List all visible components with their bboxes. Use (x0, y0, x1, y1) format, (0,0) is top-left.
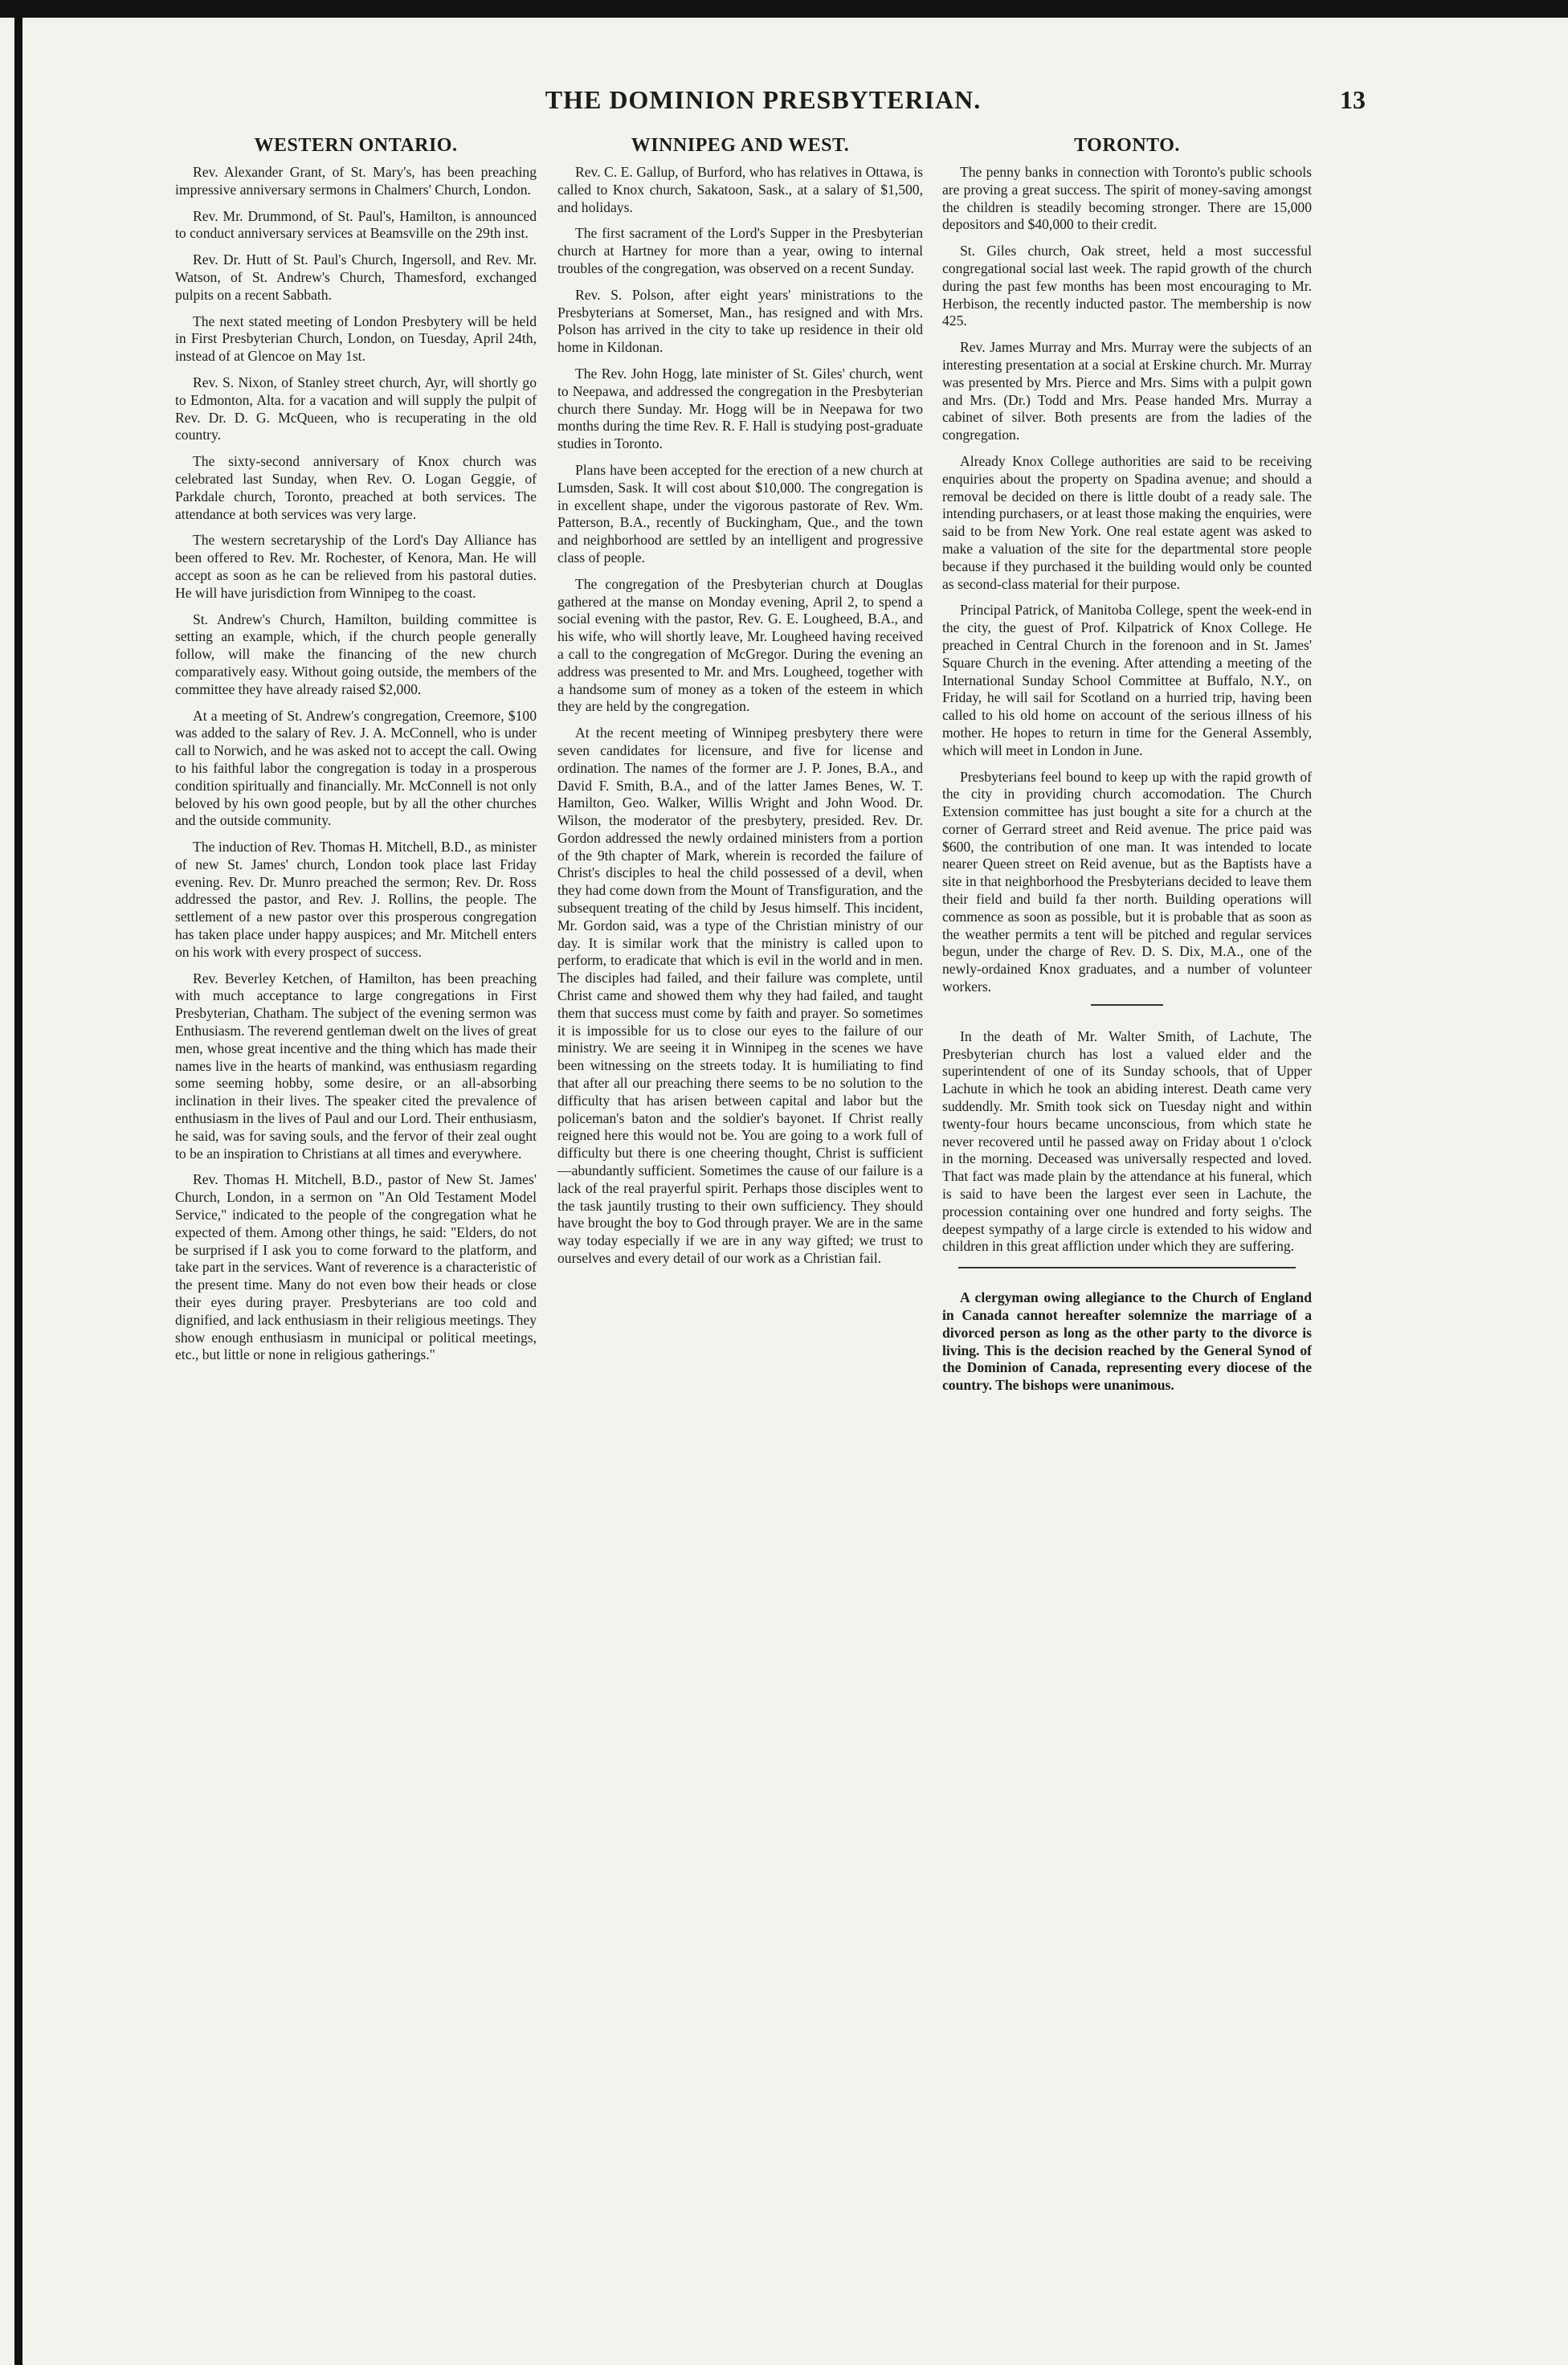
article-paragraph: Rev. Thomas H. Mitchell, B.D., pastor of New St. James' Church, London, in a sermon on "An Old Testament Model Service," indicated to the people of the congregation what he expected of them. Among other things, he said: "Elders, do not be surprised if I ask you to come forward to the platform, and take part in the services. Want of reverence is a characteristic of the present time. Many do not even bow their heads or close their eyes during prayer. Presbyterians are too cold and dignified, and lack enthusiasm in their religious meetings. They show enough enthusiasm in municipal or political meetings, etc., but little or none in religious gatherings." (175, 1171, 537, 1363)
page-header (161, 85, 1366, 120)
section-heading: TORONTO. (1074, 135, 1180, 156)
page-number: 13 (1340, 85, 1366, 114)
article-paragraph: St. Andrew's Church, Hamilton, building committee is setting an example, which, if the church people generally follow, will make the financing of the new church comparatively easy. Without going outside, the members of the committee they have already raised $2,000. (175, 611, 537, 697)
article-paragraph: Rev. Mr. Drummond, of St. Paul's, Hamilton, is announced to conduct anniversary services at Beamsville on the 29th inst. (175, 207, 537, 242)
article-paragraph: Rev. S. Polson, after eight years' ministrations to the Presbyterians at Somerset, Man., has resigned and with Mrs. Polson has arrived in the city to take up residence in their old home in Kildonan. (557, 286, 923, 356)
article-paragraph: Rev. Dr. Hutt of St. Paul's Church, Ingersoll, and Rev. Mr. Watson, of St. Andrew's Church, Thamesford, exchanged pulpits on a recent Sabbath. (175, 251, 537, 303)
column-western-ontario (175, 133, 537, 2254)
article-paragraph: Presbyterians feel bound to keep up with the rapid growth of the city in providing church accomodation. The Church Extension committee has just bought a site for a church at the corner of Gerrard street and Reid avenue. The price paid was $600, the contribution of one man. It was intended to locate nearer Queen street on Reid avenue, but as the Baptists have a site in that neighborhood the Presbyterians decided to leave them their field and build fa ther north. Building operations will commence as soon as possible, but it is probable that as soon as the weather permits a tent will be pitched and regular services begun, under the charge of Rev. D. S. Dix, M.A., one of the newly-ordained Knox graduates, and a number of volunteer workers. (942, 768, 1312, 995)
section-divider (1091, 1004, 1163, 1006)
column-winnipeg-and-west (557, 133, 923, 2254)
article-paragraph: The first sacrament of the Lord's Supper in the Presbyterian church at Hartney for more than a year, owing to internal troubles of the congregation, was observed on a recent Sunday. (557, 225, 923, 276)
masthead-title: THE DOMINION PRESBYTERIAN. (545, 85, 982, 114)
section-divider (958, 1267, 1296, 1268)
section-heading: WESTERN ONTARIO. (254, 135, 458, 156)
obituary-paragraph: In the death of Mr. Walter Smith, of Lachute, The Presbyterian church has lost a valued elder and the superintendent of one of its Sunday schools, that of Upper Lachute in which he took an abiding interest. Death came very suddendly. Mr. Smith took sick on Tuesday night and within twenty-four hours became unconscious, from which state he never recovered until he passed away on Friday about 1 o'clock in the morning. Deceased was universally respected and loved. That fact was made plain by the attendance at his funeral, which is said to have been the largest ever seen in Lachute, the procession containing over one hundred and forty seighs. The deepest sympathy of a large circle is extended to his widow and children in this great affliction under which they are suffering. (942, 1027, 1312, 1255)
article-paragraph: Plans have been accepted for the erection of a new church at Lumsden, Sask. It will cost about $10,000. The congregation is in excellent shape, under the vigorous pastorate of Rev. Wm. Patterson, B.A., recently of Buckingham, Que., and the town and neighborhood are settled by an intelligent and progressive class of people. (557, 461, 923, 566)
article-paragraph: Rev. James Murray and Mrs. Murray were the subjects of an interesting presentation at a social at Erskine church. Mr. Murray was presented by Mrs. Pierce and Mrs. Sims with a pulpit gown and Mrs. (Dr.) Todd and Mrs. Pease handed Mrs. Murray a cabinet of silver. Both presents are from the ladies of the congregation. (942, 339, 1312, 443)
article-paragraph: St. Giles church, Oak street, held a most successful congregational social last week. The rapid growth of the church during the past few months has been most encouraging to Mr. Herbison, the recently inducted pastor. The membership is now 425. (942, 243, 1312, 329)
article-paragraph: Rev. Alexander Grant, of St. Mary's, has been preaching impressive anniversary sermons in Chalmers' Church, London. (175, 164, 537, 198)
section-heading: WINNIPEG AND WEST. (631, 135, 850, 156)
article-paragraph: The congregation of the Presbyterian church at Douglas gathered at the manse on Monday evening, April 2, to spend a social evening with the pastor, Rev. G. E. Lougheed, B.A., and his wife, who will shortly leave, Mr. Lougheed having received a call to the congregation of McGregor. During the evening an address was presented to Mr. and Mrs. Lougheed, together with a handsome sum of money as a token of the esteem in which they are held by the congregation. (557, 575, 923, 715)
page-edge-top (0, 0, 1568, 18)
article-paragraph: At a meeting of St. Andrew's congregation, Creemore, $100 was added to the salary of Rev. J. A. McConnell, who is under call to Norwich, and he was asked not to accept the call. Owing to his faithful labor the congregation is today in a prosperous condition spiritually and financially. Mr. McConnell is not only beloved by his own good people, but by all the other churches and the outside community. (175, 707, 537, 829)
article-paragraph: The Rev. John Hogg, late minister of St. Giles' church, went to Neepawa, and addressed the congregation in the Presbyterian church there Sunday. Mr. Hogg will be in Neepawa for two months during the time Rev. R. F. Hall is studying post-graduate studies in Toronto. (557, 365, 923, 452)
article-paragraph: Rev. C. E. Gallup, of Burford, who has relatives in Ottawa, is called to Knox church, Sakatoon, Sask., at a salary of $1,500, and holidays. (557, 164, 923, 215)
article-paragraph: The induction of Rev. Thomas H. Mitchell, B.D., as minister of new St. James' church, London took place last Friday evening. Rev. Dr. Munro preached the sermon; Rev. Dr. Ross addressed the pastor, and Rev. J. Rollins, the people. The settlement of a new pastor over this prosperous congregation has taken place under happy auspices; and Mr. Mitchell enters on his work with every prospect of success. (175, 839, 537, 960)
notice-paragraph: A clergyman owing allegiance to the Church of England in Canada cannot hereafter solemnize the marriage of a divorced person as long as the other party to the divorce is living. This is the decision reached by the General Synod of the Dominion of Canada, representing every diocese of the country. The bishops were unanimous. (942, 1289, 1312, 1394)
article-paragraph: At the recent meeting of Winnipeg presbytery there were seven candidates for licensure, and five for license and ordination. The names of the former are J. P. Jones, B.A., and David F. Smith, B.A., and of the latter James Benes, W. T. Hamilton, Geo. Walker, Willis Wright and John Wood. Dr. Wilson, the moderator of the presbytery, presided. Rev. Dr. Gordon addressed the newly ordained ministers from a portion of the 9th chapter of Mark, wherein is recorded the failure of Christ's disciples to heal the child possessed of a devil, when they had come down from the Mount of Transfiguration, and the subsequent treating of the child by Jesus himself. This incident, Mr. Gordon said, was a type of the Christian ministry of our day. It is similar work that the ministry is called upon to perform, to eradicate that which is evil in the world and in men. The disciples had failed, and their failure was complete, until Christ came and showed them why they had failed, and taught them that success must come by faith and prayer. So sometimes it is impossible for us to close our eyes to the failure of our ministry. We are seeing it in Winnipeg in the scenes we have been witnessing on the streets today. It is humiliating to find that after all our preaching there seems to be no solution to the difficulty that has arisen between capital and labor but the policeman's baton and the soldier's bayonet. If Christ really reigned here this would not be. You are going to a work full of difficulty but there is one cheering thought, Christ is sufficient—abundantly sufficient. Sometimes the cause of our failure is a lack of the real prayerful spirit. Perhaps those disciples went to the task jauntily trusting to their own sufficiency. They should have brought the boy to God through prayer. We are in the same way today especially if we are in any way gifted; we trust to ourselves and every detail of our work as a Christian fail. (557, 725, 923, 1267)
column-toronto (942, 133, 1312, 2254)
article-paragraph: The penny banks in connection with Toronto's public schools are proving a great success. The spirit of money-saving amongst the children is steadily becoming stronger. There are 15,000 depositors and $40,000 to their credit. (942, 164, 1312, 233)
article-paragraph: The next stated meeting of London Presbytery will be held in First Presbyterian Church, London, on Tuesday, April 24th, instead of at Glencoe on May 1st. (175, 312, 537, 365)
article-paragraph: The sixty-second anniversary of Knox church was celebrated last Sunday, when Rev. O. Logan Geggie, of Parkdale church, Toronto, preached at both services. The attendance at both services was very large. (175, 453, 537, 522)
article-paragraph: Already Knox College authorities are said to be receiving enquiries about the property on Spadina avenue; and should a removal be decided on there is little doubt of a ready sale. The intending purchasers, or at least those making the enquiries, were said to be from New York. One real estate agent was asked to make a valuation of the site for the departmental store people because if they purchased it the building would only be counted as second-class material for their purpose. (942, 452, 1312, 592)
article-paragraph: Principal Patrick, of Manitoba College, spent the week-end in the city, the guest of Prof. Kilpatrick of Knox College. He preached in Central Church in the forenoon and in St. James' Square Church in the evening. After attending a meeting of the International Sunday School Committee at Buffalo, N.Y., on Friday, he will sail for Scotland on a hurried trip, having been called to his old home on account of the serious illness of his mother. He hopes to return in time for the General Assembly, which will meet in London in June. (942, 602, 1312, 758)
article-paragraph: Rev. S. Nixon, of Stanley street church, Ayr, will shortly go to Edmonton, Alta. for a vacation and will supply the pulpit of Rev. Dr. D. G. McQueen, who is recuperating in the old country. (175, 374, 537, 443)
page-edge-left (14, 0, 22, 2365)
article-paragraph: The western secretaryship of the Lord's Day Alliance has been offered to Rev. Mr. Rochester, of Kenora, Man. He will accept as soon as he can be relieved from his pastoral duties. He will have jurisdiction from Winnipeg to the coast. (175, 532, 537, 601)
article-paragraph: Rev. Beverley Ketchen, of Hamilton, has been preaching with much acceptance to large congregations in First Presbyterian, Chatham. The subject of the evening sermon was Enthusiasm. The reverend gentleman dwelt on the lives of great men, whose great incentive and the thing which has made their names live in the hearts of mankind, was enthusiasm regarding some seeming hobby, some desire, or an all-absorbing inclination in their lives. The speaker cited the prevalence of enthusiasm in the lives of Paul and our Lord. Their enthusiasm, he said, was for saving souls, and the fervor of their zeal ought to be an inspiration to Christians at all times and everywhere. (175, 970, 537, 1162)
